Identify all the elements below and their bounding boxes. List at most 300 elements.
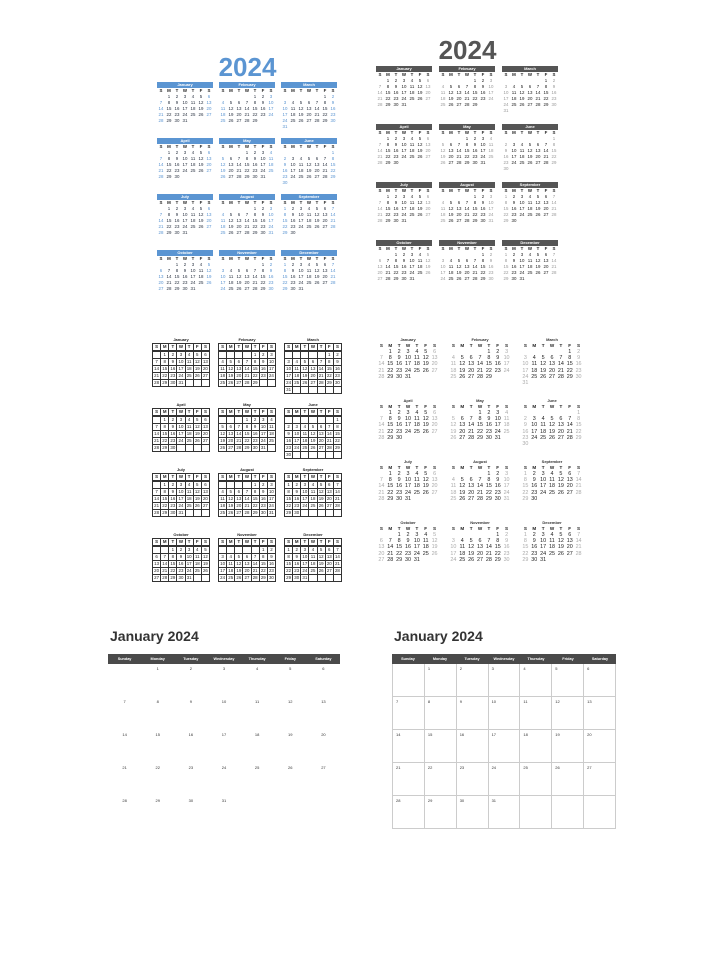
day-cell: 17 bbox=[186, 561, 194, 568]
day-cell: 29 bbox=[464, 160, 470, 165]
weekday-name: Saturday bbox=[591, 657, 609, 661]
day-cell: 27 bbox=[309, 380, 317, 387]
days-grid bbox=[439, 252, 495, 282]
day-cell: 4 bbox=[449, 258, 453, 263]
day-cell: 8 bbox=[388, 416, 392, 423]
day-cell: 31 bbox=[488, 218, 494, 223]
day-cell: 18 bbox=[186, 366, 194, 373]
day-cell: 15 bbox=[161, 431, 169, 438]
day-cell: 19 bbox=[535, 206, 541, 211]
day-cell: 28 bbox=[543, 160, 549, 165]
day-cell: 19 bbox=[306, 168, 312, 173]
day-cell: 29 bbox=[522, 556, 529, 563]
weekday-initial: S bbox=[283, 88, 287, 93]
day-cell: 13 bbox=[235, 496, 243, 503]
day-cell: 10 bbox=[401, 200, 407, 205]
day-cell: 9 bbox=[457, 697, 489, 730]
day-cell: 31 bbox=[522, 380, 529, 387]
day-cell: 15 bbox=[166, 106, 172, 111]
day-cell: 10 bbox=[488, 200, 494, 205]
day-cell: 8 bbox=[331, 156, 335, 161]
day-cell: 9 bbox=[394, 142, 398, 147]
day-cell: 28 bbox=[377, 102, 383, 107]
day-cell: 18 bbox=[548, 544, 555, 551]
day-cell: 2 bbox=[473, 136, 477, 141]
day-cell: 21 bbox=[464, 212, 470, 217]
weekday-initial: S bbox=[426, 246, 430, 251]
day-cell: 12 bbox=[306, 162, 312, 167]
day-cell: 19 bbox=[431, 544, 438, 551]
weekday-initial: S bbox=[378, 130, 382, 135]
weekday-initial: T bbox=[315, 256, 319, 261]
weekday-initial: M bbox=[460, 526, 465, 531]
day-cell: 13 bbox=[158, 274, 164, 279]
month-name: June bbox=[502, 124, 558, 130]
weekday-initial: T bbox=[186, 409, 194, 416]
weekday-initial: T bbox=[235, 539, 243, 546]
day-cell: 6 bbox=[544, 252, 548, 257]
day-cell: 10 bbox=[480, 142, 486, 147]
day-cell: 18 bbox=[450, 489, 457, 496]
day-cell: 17 bbox=[268, 496, 276, 503]
day-cell: 27 bbox=[425, 212, 431, 217]
day-cell: 30 bbox=[396, 434, 403, 441]
day-cell: 4 bbox=[528, 252, 532, 257]
day-cell: 25 bbox=[409, 212, 415, 217]
day-cell: 11 bbox=[186, 359, 194, 366]
day-cell: 22 bbox=[174, 280, 180, 285]
day-cell: 7 bbox=[153, 424, 161, 431]
month-name: June bbox=[281, 138, 337, 144]
day-cell: 21 bbox=[252, 568, 260, 575]
day-cell: 27 bbox=[326, 568, 334, 575]
days-grid bbox=[157, 206, 213, 236]
day-cell: 30 bbox=[169, 510, 177, 517]
day-cell: 25 bbox=[298, 174, 304, 179]
day-cell: 30 bbox=[290, 286, 296, 291]
weekday-initial: T bbox=[301, 474, 309, 481]
day-cell: 10 bbox=[268, 489, 276, 496]
day-cell: 1 bbox=[175, 262, 179, 267]
weekday-initial: S bbox=[268, 474, 276, 481]
day-cell: 8 bbox=[323, 100, 327, 105]
day-cell: 23 bbox=[472, 154, 478, 159]
day-cell: 29 bbox=[161, 380, 169, 387]
weekday-initial: F bbox=[323, 200, 327, 205]
day-cell: 15 bbox=[330, 162, 336, 167]
month-name: January bbox=[400, 337, 416, 342]
day-cell: 13 bbox=[206, 212, 212, 217]
days-grid bbox=[281, 206, 337, 236]
day-cell: 16 bbox=[531, 483, 538, 490]
weekday-name: Saturday bbox=[315, 657, 332, 661]
day-cell: 9 bbox=[261, 100, 265, 105]
day-cell: 9 bbox=[293, 489, 301, 496]
day-cell: 1 bbox=[544, 78, 548, 83]
day-cell: 15 bbox=[543, 90, 549, 95]
day-cell: 30 bbox=[330, 118, 336, 123]
day-cell: 12 bbox=[228, 106, 234, 111]
day-cell: 20 bbox=[431, 361, 438, 368]
day-cell: 9 bbox=[532, 538, 536, 545]
day-cell: 29 bbox=[472, 102, 478, 107]
month-name: November bbox=[439, 240, 495, 246]
day-cell: 23 bbox=[268, 280, 274, 285]
day-cell: 17 bbox=[182, 162, 188, 167]
day-cell: 7 bbox=[245, 212, 249, 217]
day-cell: 17 bbox=[511, 154, 517, 159]
day-cell: 29 bbox=[330, 174, 336, 179]
day-cell: 8 bbox=[487, 477, 491, 484]
weekday-initial: T bbox=[191, 200, 195, 205]
day-cell: 18 bbox=[220, 112, 226, 117]
day-cell: 9 bbox=[269, 268, 273, 273]
day-cell: 23 bbox=[174, 168, 180, 173]
day-cell: 30 bbox=[334, 380, 342, 387]
day-cell: 29 bbox=[169, 575, 177, 582]
day-cell: 8 bbox=[243, 424, 251, 431]
day-cell: 1 bbox=[388, 410, 392, 416]
day-cell: 24 bbox=[440, 276, 446, 281]
day-cell bbox=[202, 380, 210, 387]
day-cell: 27 bbox=[377, 276, 383, 281]
day-cell: 13 bbox=[309, 366, 317, 373]
day-cell: 4 bbox=[299, 156, 303, 161]
day-cell: 17 bbox=[282, 112, 288, 117]
weekday-initial: F bbox=[496, 526, 500, 531]
day-cell: 7 bbox=[326, 424, 334, 431]
weekday-initial: F bbox=[496, 404, 500, 409]
day-cell: 4 bbox=[221, 100, 225, 105]
day-cell: 20 bbox=[306, 112, 312, 117]
day-cell: 21 bbox=[378, 428, 385, 435]
day-cell: 21 bbox=[252, 280, 258, 285]
day-cell: 12 bbox=[288, 699, 293, 704]
weekday-initial: T bbox=[559, 404, 563, 409]
weekday-initial: M bbox=[227, 474, 235, 481]
day-cell: 20 bbox=[566, 544, 573, 551]
day-cell: 12 bbox=[440, 148, 446, 153]
day-cell: 9 bbox=[252, 424, 260, 431]
day-cell: 31 bbox=[260, 174, 266, 179]
day-cell: 30 bbox=[404, 556, 411, 563]
day-cell: 17 bbox=[260, 162, 266, 167]
day-cell: 3 bbox=[410, 252, 414, 257]
day-cell: 25 bbox=[186, 503, 194, 510]
day-cell: 10 bbox=[404, 477, 411, 484]
weekday-initial: S bbox=[207, 256, 211, 261]
day-cell: 26 bbox=[194, 503, 202, 510]
day-cell: 10 bbox=[220, 274, 226, 279]
day-cell: 31 bbox=[540, 556, 547, 563]
day-cell: 18 bbox=[254, 732, 260, 737]
day-cell: 23 bbox=[522, 434, 529, 441]
day-cell: 1 bbox=[161, 482, 169, 489]
day-cell: 8 bbox=[283, 268, 287, 273]
day-cell: 9 bbox=[293, 554, 301, 561]
weekday-initial: S bbox=[331, 256, 335, 261]
day-cell: 12 bbox=[318, 489, 326, 496]
day-cell: 20 bbox=[468, 367, 475, 374]
day-cell: 28 bbox=[322, 174, 328, 179]
day-cell: 20 bbox=[425, 90, 431, 95]
month-name: February bbox=[238, 337, 256, 342]
day-cell: 3 bbox=[299, 206, 303, 211]
day-cell: 21 bbox=[330, 218, 336, 223]
day-cell: 26 bbox=[459, 495, 466, 502]
day-cell: 20 bbox=[566, 483, 573, 490]
day-cell: 3 bbox=[489, 194, 493, 199]
day-cell: 29 bbox=[396, 556, 403, 563]
day-cell: 2 bbox=[523, 416, 527, 423]
day-cell: 17 bbox=[285, 373, 293, 380]
day-cell: 8 bbox=[161, 359, 169, 366]
weekday-initial: T bbox=[520, 188, 524, 193]
day-cell: 23 bbox=[503, 550, 510, 557]
day-cell: 20 bbox=[202, 496, 210, 503]
month-march bbox=[284, 337, 342, 394]
day-cell: 14 bbox=[243, 496, 251, 503]
day-cell: 30 bbox=[293, 575, 301, 582]
weekday-initial: W bbox=[243, 474, 251, 481]
day-cell: 6 bbox=[229, 156, 233, 161]
day-cell: 20 bbox=[235, 373, 243, 380]
day-cell: 20 bbox=[227, 438, 235, 445]
weekday-initial: T bbox=[410, 130, 414, 135]
day-cell: 25 bbox=[290, 118, 296, 123]
day-cell: 4 bbox=[191, 206, 195, 211]
weekday-header bbox=[152, 473, 210, 481]
weekday-initial: S bbox=[153, 409, 161, 416]
day-cell: 24 bbox=[186, 568, 194, 575]
day-cell: 8 bbox=[245, 156, 249, 161]
day-cell bbox=[219, 352, 227, 359]
day-cell: 18 bbox=[220, 224, 226, 229]
day-cell: 20 bbox=[206, 162, 212, 167]
weekday-initial: S bbox=[221, 88, 225, 93]
day-cell: 28 bbox=[244, 230, 250, 235]
day-cell: 1 bbox=[169, 547, 177, 554]
day-cell: 5 bbox=[309, 424, 317, 431]
day-cell bbox=[194, 380, 202, 387]
day-cell: 19 bbox=[440, 154, 446, 159]
day-cell: 13 bbox=[431, 416, 438, 423]
day-cell: 15 bbox=[575, 422, 582, 429]
day-cell: 20 bbox=[322, 274, 328, 279]
day-cell: 21 bbox=[166, 280, 172, 285]
weekday-initial: F bbox=[568, 465, 572, 470]
weekday-initial: S bbox=[202, 409, 210, 416]
day-cell: 22 bbox=[425, 763, 457, 796]
day-cell: 18 bbox=[194, 561, 202, 568]
weekday-initial: T bbox=[473, 72, 477, 77]
day-cell: 29 bbox=[174, 286, 180, 291]
day-cell: 27 bbox=[153, 575, 161, 582]
month-january bbox=[157, 82, 213, 124]
day-cell bbox=[584, 796, 616, 829]
day-cell: 17 bbox=[503, 483, 510, 490]
day-cell: 13 bbox=[326, 554, 334, 561]
day-cell bbox=[235, 417, 243, 424]
day-cell: 10 bbox=[282, 106, 288, 111]
day-cell: 1 bbox=[487, 349, 491, 355]
weekday-initial: S bbox=[489, 72, 493, 77]
day-cell: 3 bbox=[523, 355, 527, 362]
day-cell: 2 bbox=[457, 664, 489, 697]
weekday-initial: T bbox=[541, 404, 545, 409]
weekday-initial: T bbox=[536, 72, 540, 77]
day-cell: 23 bbox=[174, 112, 180, 117]
day-cell: 16 bbox=[575, 361, 582, 368]
day-cell: 16 bbox=[290, 218, 296, 223]
weekday-header bbox=[218, 473, 276, 481]
day-cell: 18 bbox=[511, 96, 517, 101]
day-cell: 1 bbox=[487, 471, 491, 477]
day-cell: 24 bbox=[401, 96, 407, 101]
day-cell: 2 bbox=[496, 471, 500, 477]
day-cell: 26 bbox=[198, 112, 204, 117]
day-cell: 14 bbox=[158, 218, 164, 223]
day-cell: 12 bbox=[527, 148, 533, 153]
day-cell: 20 bbox=[378, 550, 385, 557]
day-cell: 6 bbox=[322, 666, 325, 671]
weekday-initial: M bbox=[291, 88, 295, 93]
day-cell: 6 bbox=[323, 262, 327, 267]
day-cell: 12 bbox=[198, 156, 204, 161]
day-cell: 6 bbox=[379, 538, 383, 545]
month-name: May bbox=[476, 398, 484, 403]
day-cell: 30 bbox=[396, 495, 403, 502]
day-cell: 13 bbox=[543, 200, 549, 205]
day-cell: 16 bbox=[404, 544, 411, 551]
days-grid bbox=[439, 78, 495, 108]
day-cell: 10 bbox=[503, 90, 509, 95]
day-cell: 25 bbox=[488, 154, 494, 159]
day-cell: 18 bbox=[301, 438, 309, 445]
day-cell: 2 bbox=[532, 471, 536, 477]
day-cell: 12 bbox=[448, 90, 454, 95]
day-cell: 29 bbox=[155, 798, 160, 803]
day-cell: 2 bbox=[260, 352, 268, 359]
day-cell: 15 bbox=[282, 274, 288, 279]
weekday-initial: M bbox=[229, 200, 233, 205]
day-cell: 5 bbox=[520, 84, 524, 89]
day-cell: 23 bbox=[396, 489, 403, 496]
day-cell: 2 bbox=[512, 252, 516, 257]
day-cell: 7 bbox=[331, 206, 335, 211]
day-cell: 9 bbox=[183, 268, 187, 273]
day-cell: 10 bbox=[298, 212, 304, 217]
weekday-initial: T bbox=[237, 144, 241, 149]
day-cell: 21 bbox=[122, 765, 127, 770]
day-cell: 9 bbox=[331, 100, 335, 105]
day-cell: 21 bbox=[472, 270, 478, 275]
day-cell: 18 bbox=[527, 264, 533, 269]
weekday-initial: W bbox=[243, 409, 251, 416]
day-cell: 19 bbox=[448, 96, 454, 101]
day-cell: 31 bbox=[489, 796, 521, 829]
day-cell: 4 bbox=[309, 547, 317, 554]
day-cell: 5 bbox=[207, 262, 211, 267]
day-cell: 6 bbox=[433, 471, 437, 477]
month-july bbox=[377, 459, 439, 502]
day-cell bbox=[252, 547, 260, 554]
day-cell: 25 bbox=[227, 575, 235, 582]
day-cell: 15 bbox=[385, 90, 391, 95]
day-cell: 1 bbox=[167, 206, 171, 211]
day-cell: 23 bbox=[511, 212, 517, 217]
day-cell: 17 bbox=[488, 206, 494, 211]
day-cell: 29 bbox=[385, 218, 391, 223]
day-cell: 11 bbox=[268, 424, 276, 431]
day-cell: 22 bbox=[387, 367, 394, 374]
day-cell: 2 bbox=[532, 532, 536, 538]
day-cell: 17 bbox=[519, 264, 525, 269]
weekday-initial: W bbox=[464, 72, 470, 77]
weekday-initial: S bbox=[334, 474, 342, 481]
weekday-initial: S bbox=[153, 474, 161, 481]
day-cell: 29 bbox=[543, 102, 549, 107]
day-cell bbox=[241, 796, 274, 829]
day-cell: 3 bbox=[402, 194, 406, 199]
day-cell: 11 bbox=[440, 90, 446, 95]
weekday-initial: T bbox=[169, 539, 177, 546]
day-cell: 22 bbox=[334, 438, 342, 445]
day-cell: 4 bbox=[512, 84, 516, 89]
weekday-initial: S bbox=[283, 144, 287, 149]
day-cell: 12 bbox=[198, 212, 204, 217]
day-cell: 22 bbox=[260, 280, 266, 285]
day-cell: 14 bbox=[535, 90, 541, 95]
day-cell: 23 bbox=[268, 568, 276, 575]
weekday-initial: S bbox=[219, 344, 227, 351]
day-cell: 7 bbox=[577, 532, 581, 538]
day-cell: 13 bbox=[244, 274, 250, 279]
weekday-initial: S bbox=[269, 200, 273, 205]
weekday-initial: W bbox=[549, 404, 555, 409]
day-cell: 22 bbox=[551, 154, 557, 159]
weekday-initial: T bbox=[175, 200, 179, 205]
weekday-initial: T bbox=[559, 465, 563, 470]
day-cell: 28 bbox=[252, 575, 260, 582]
day-cell: 12 bbox=[220, 162, 226, 167]
month-january bbox=[152, 337, 210, 387]
day-cell: 26 bbox=[306, 174, 312, 179]
day-cell: 7 bbox=[393, 697, 425, 730]
day-cell: 24 bbox=[268, 373, 276, 380]
weekday-initial: M bbox=[512, 188, 516, 193]
day-cell: 11 bbox=[409, 84, 415, 89]
day-cell: 8 bbox=[326, 359, 334, 366]
weekday-initial: T bbox=[415, 526, 419, 531]
day-cell: 21 bbox=[243, 373, 251, 380]
day-cell: 21 bbox=[557, 367, 564, 374]
day-cell: 4 bbox=[550, 532, 554, 538]
day-cell: 9 bbox=[261, 212, 265, 217]
month-december bbox=[521, 520, 583, 563]
month-may bbox=[219, 138, 275, 180]
day-cell: 13 bbox=[314, 162, 320, 167]
weekday-initial: S bbox=[331, 88, 335, 93]
day-cell: 3 bbox=[504, 84, 508, 89]
day-cell: 6 bbox=[478, 538, 482, 545]
month-name: January bbox=[173, 337, 189, 342]
day-cell: 16 bbox=[457, 730, 489, 763]
day-cell: 18 bbox=[227, 568, 235, 575]
day-cell bbox=[285, 417, 293, 424]
weekday-initial: M bbox=[449, 188, 453, 193]
weekday-initial: T bbox=[473, 188, 477, 193]
